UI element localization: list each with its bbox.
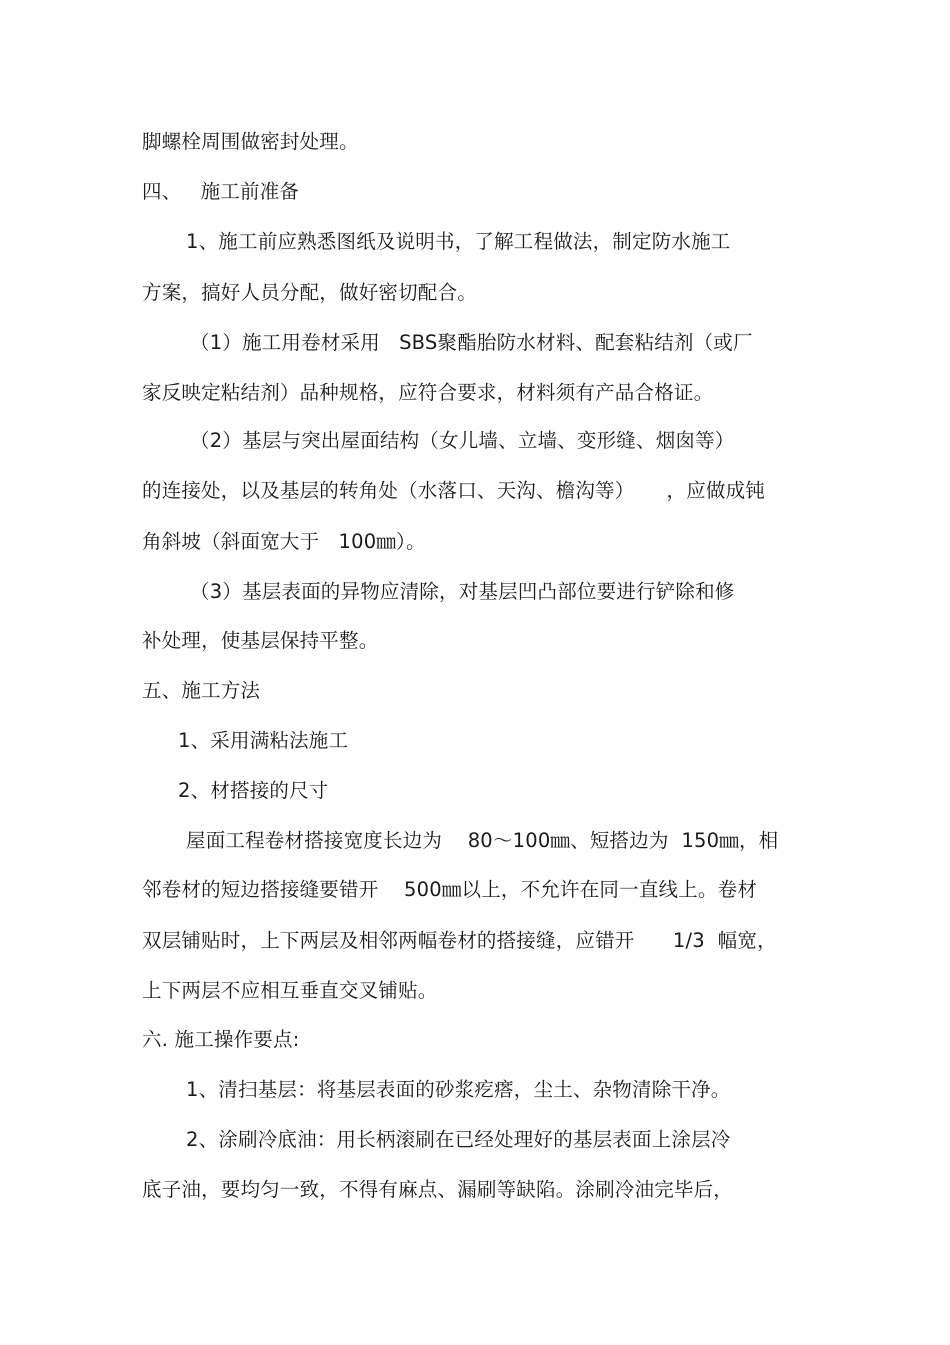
text-line: 角斜坡（斜面宽大于 100㎜）。	[142, 530, 426, 553]
text-line: 2、涂刷冷底油：用长柄滚刷在已经处理好的基层表面上涂层冷	[186, 1128, 731, 1151]
text-line: 1、清扫基层：将基层表面的砂浆疙瘩，尘土、杂物清除干净。	[186, 1078, 731, 1101]
text-line: （2）基层与突出屋面结构（女儿墙、立墙、变形缝、烟囱等）	[190, 429, 735, 452]
text-line: 1、施工前应熟悉图纸及说明书，了解工程做法，制定防水施工	[186, 230, 731, 253]
text-line: （1）施工用卷材采用 SBS聚酯胎防水材料、配套粘结剂（或厂	[190, 331, 753, 354]
text-line: 邻卷材的短边搭接缝要错开 500㎜以上，不允许在同一直线上。卷材	[142, 878, 758, 901]
section-heading-5: 五、施工方法	[142, 679, 261, 702]
section-heading-6: 六. 施工操作要点:	[142, 1028, 300, 1051]
text-line: 上下两层不应相互垂直交叉铺贴。	[142, 979, 438, 1002]
text-line: 底子油，要均匀一致，不得有麻点、漏刷等缺陷。涂刷冷油完毕后，	[142, 1178, 734, 1201]
text-line: 屋面工程卷材搭接宽度长边为 80～100㎜、短搭边为 150㎜，相	[186, 829, 779, 852]
text-line: 补处理，使基层保持平整。	[142, 629, 379, 652]
text-line: 方案，搞好人员分配，做好密切配合。	[142, 281, 477, 304]
text-line: 1、采用满粘法施工	[178, 729, 349, 752]
text-line: 家反映定粘结剂）品种规格，应符合要求，材料须有产品合格证。	[142, 381, 714, 404]
text-line: 脚螺栓周围做密封处理。	[142, 130, 359, 153]
text-line: 2、材搭接的尺寸	[178, 779, 329, 802]
text-line: （3）基层表面的异物应清除，对基层凹凸部位要进行铲除和修	[190, 580, 735, 603]
text-line: 的连接处，以及基层的转角处（水落口、天沟、檐沟等） ，应做成钝	[142, 479, 765, 502]
text-line: 双层铺贴时，上下两层及相邻两幅卷材的搭接缝，应错开 1/3 幅宽，	[142, 929, 777, 952]
section-heading-4: 四、 施工前准备	[142, 180, 300, 203]
